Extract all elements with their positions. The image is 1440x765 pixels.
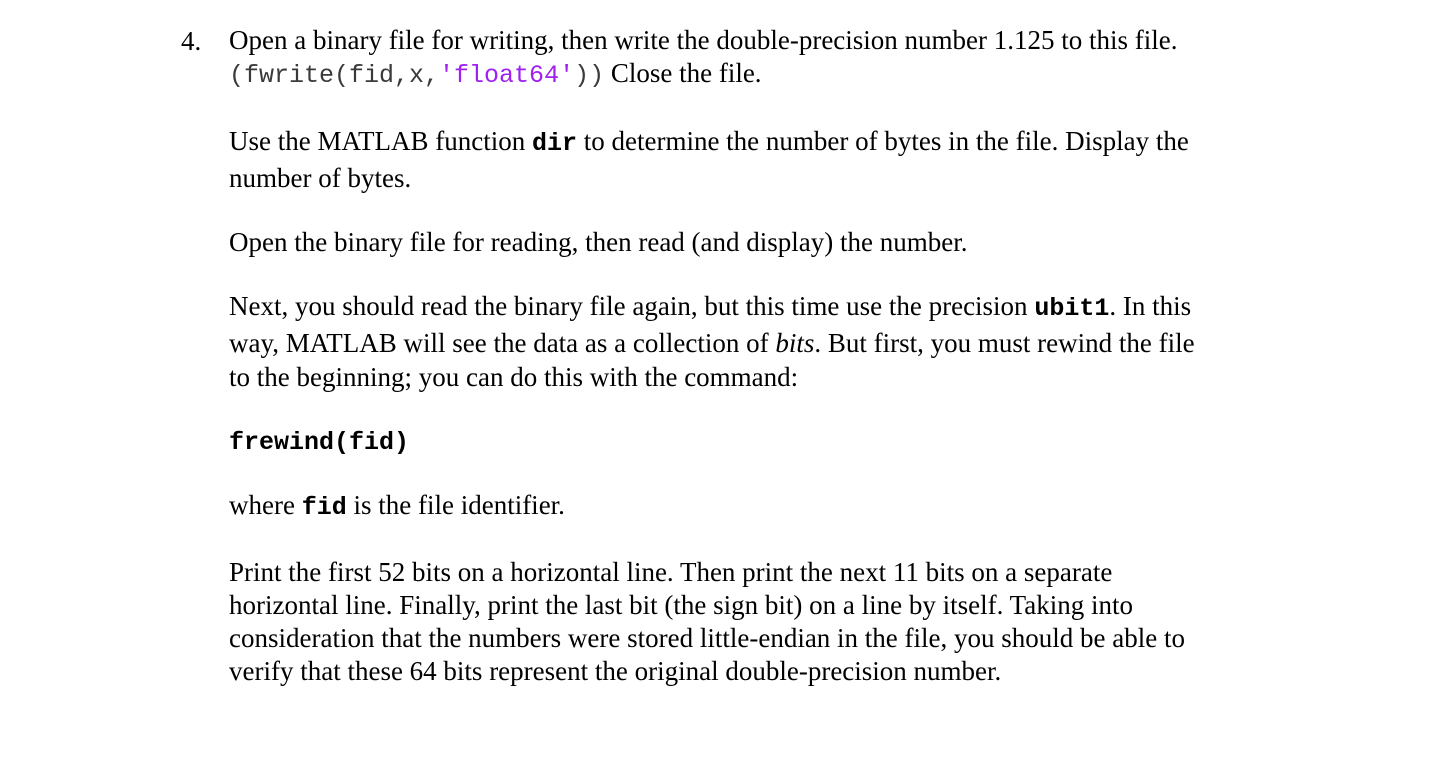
paragraph-line	[229, 589, 1269, 622]
code-dir: dir	[531, 129, 577, 158]
instruction-text: to the beginning; you can do this with the command:	[229, 362, 799, 392]
paragraph-fid	[229, 489, 1269, 524]
code-string-float64: 'float64'	[439, 61, 575, 90]
paragraph-line	[229, 556, 1269, 589]
instruction-text: . But first, you must rewind the file	[814, 328, 1195, 358]
question-number: 4.	[181, 26, 202, 56]
instruction-text: number of bytes.	[229, 163, 412, 193]
instruction-text: where	[229, 490, 302, 520]
paragraph-line	[229, 161, 1269, 196]
paragraph-line	[229, 57, 1269, 92]
instruction-text: is the file identifier.	[346, 490, 565, 520]
paragraph-read-number	[229, 226, 1269, 259]
emphasis-bits: bits	[775, 328, 815, 358]
paragraph-write-file	[229, 24, 1269, 92]
paragraph-line	[229, 124, 1269, 161]
paragraph-line	[229, 622, 1269, 655]
instruction-text: Open the binary file for reading, then read (and display) the number.	[229, 227, 968, 257]
instruction-text: to determine the number of bytes in the file. Display the	[576, 126, 1189, 156]
instruction-text: . In this	[1109, 291, 1192, 321]
paragraph-frewind	[229, 424, 1269, 459]
instruction-text: horizontal line. Finally, print the last bit (the sign bit) on a line by itself. Taking into	[229, 590, 1133, 620]
paragraph-line	[229, 326, 1269, 360]
paragraph-line	[229, 226, 1269, 259]
paragraph-print-bits	[229, 556, 1269, 688]
instruction-text: consideration that the numbers were stored little-endian in the file, you should be able to	[229, 623, 1185, 653]
paragraph-ubit1	[229, 289, 1269, 394]
code-fwrite-close: ))	[574, 61, 605, 90]
code-fwrite-open: (fwrite(fid,x,	[229, 61, 440, 90]
instruction-text: Print the first 52 bits on a horizontal line. Then print the next 11 bits on a separate	[229, 557, 1113, 587]
instruction-text: Open a binary file for writing, then write the double-precision number 1.125 to this file.	[229, 25, 1178, 55]
code-ubit1: ubit1	[1034, 294, 1110, 323]
paragraph-line	[229, 655, 1269, 688]
paragraph-line	[229, 24, 1269, 57]
paragraph-line	[229, 489, 1269, 524]
instruction-text: Close the file.	[604, 58, 762, 88]
paragraph-line	[229, 424, 1269, 459]
paragraph-dir	[229, 124, 1269, 196]
instruction-text: Next, you should read the binary file again, but this time use the precision	[229, 291, 1035, 321]
paragraph-line	[229, 360, 1269, 394]
instruction-text: Use the MATLAB function	[229, 126, 532, 156]
instruction-text: verify that these 64 bits represent the original double-precision number.	[229, 656, 1002, 686]
question-content	[229, 24, 1269, 688]
code-frewind: frewind(fid)	[229, 428, 410, 457]
paragraph-line	[229, 289, 1269, 326]
code-fid: fid	[301, 493, 347, 522]
instruction-text: way, MATLAB will see the data as a collection of	[229, 328, 776, 358]
